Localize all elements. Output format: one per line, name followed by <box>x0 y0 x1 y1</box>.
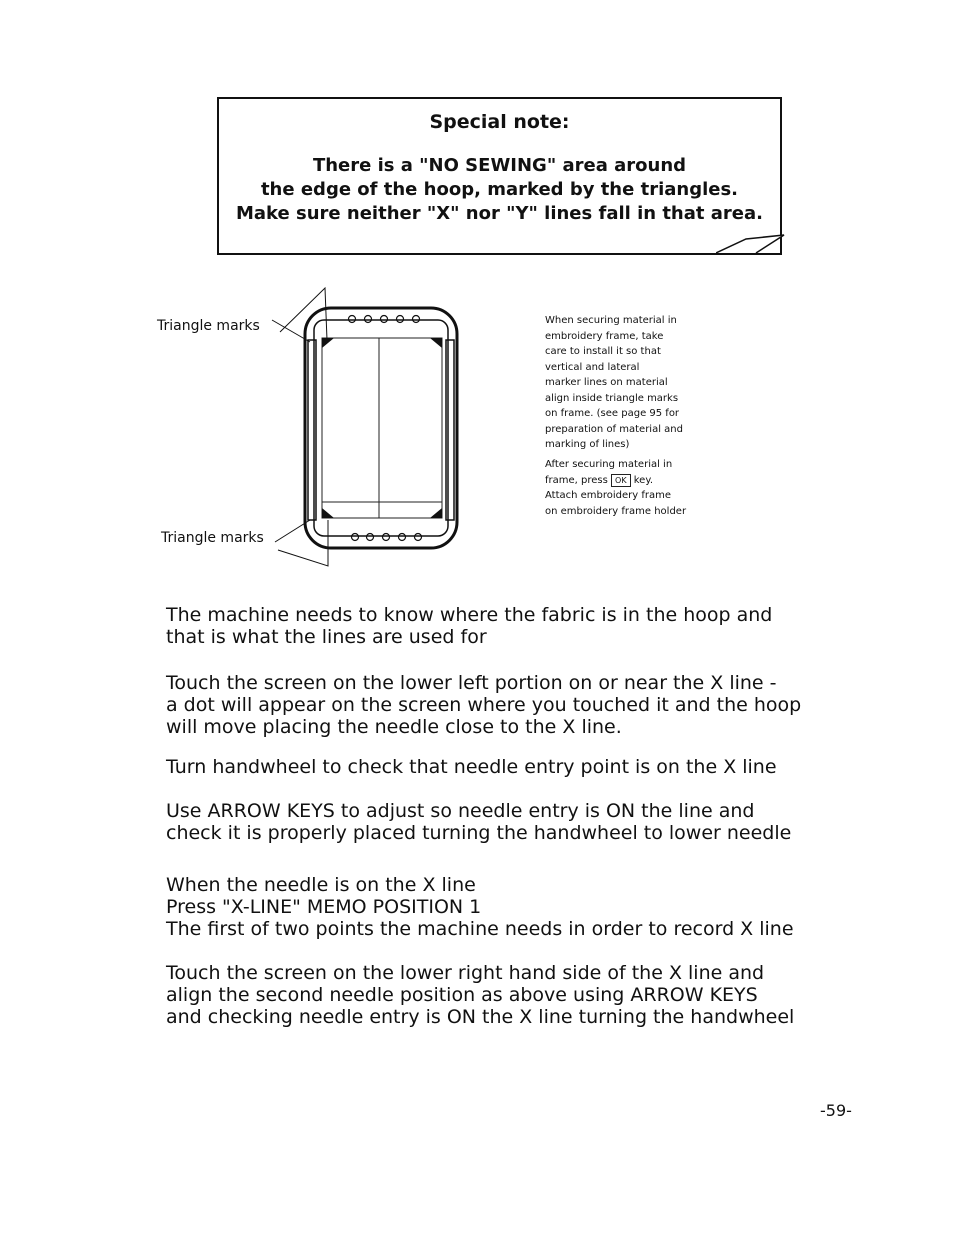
leader-bottom <box>275 520 310 542</box>
side-note-line: align inside triangle marks <box>545 392 679 404</box>
paragraph-line: check it is properly placed turning the handwheel to lower needle <box>166 822 792 844</box>
special-note-line-3: Make sure neither "X" nor "Y" lines fall in that area. <box>236 203 763 224</box>
hoop-right-clamp <box>446 340 454 520</box>
paragraph-line: that is what the lines are used for <box>166 626 487 648</box>
paragraph-line: a dot will appear on the screen where you touched it and the hoop <box>166 694 802 716</box>
paragraph-arrow-keys <box>166 800 886 844</box>
side-note-line: When securing material in <box>545 315 677 326</box>
special-note-title: Special note: <box>429 111 570 133</box>
leader-top-2 <box>280 288 327 340</box>
paragraph-line: align the second needle position as above using ARROW KEYS <box>166 984 758 1006</box>
paragraph-line: and checking needle entry is ON the X line turning the handwheel <box>166 1006 795 1028</box>
hoop-outer-frame <box>305 308 457 548</box>
paragraph-line: Touch the screen on the lower left portion on or near the X line - <box>166 672 777 694</box>
side-note-line: preparation of material and <box>545 423 683 435</box>
triangle-mark-bottom <box>322 508 334 518</box>
side-note-line: embroidery frame, take <box>545 330 664 342</box>
side-note-line: Attach embroidery frame <box>545 490 672 501</box>
hoop-bottom-holes <box>352 534 422 541</box>
side-note-press-text: frame, press <box>545 474 608 486</box>
paragraph-line: will move placing the needle close to the X line. <box>166 716 622 738</box>
triangle-marks-label-bottom: Triangle marks <box>161 530 264 546</box>
paragraph-hoop-lines <box>166 604 886 648</box>
side-note-line: marking of lines) <box>545 439 630 450</box>
paragraph-touch-lower-left <box>166 672 886 738</box>
special-note-box <box>217 97 782 255</box>
special-note-line-1: There is a "NO SEWING" area around <box>312 155 687 176</box>
leader-bottom-2 <box>278 520 328 566</box>
hoop-top-holes <box>349 316 420 323</box>
special-note-line-2: the edge of the hoop, marked by the triangles. <box>260 179 739 200</box>
page-number: -59- <box>820 1101 852 1120</box>
side-note-line: vertical and lateral <box>545 361 640 373</box>
ok-key-icon: OK <box>611 474 631 487</box>
paragraph-line: The machine needs to know where the fabric is in the hoop and <box>166 604 773 626</box>
hoop-left-clamp <box>308 340 316 520</box>
side-note-line: on frame. (see page 95 for <box>545 408 680 419</box>
paragraph-line: Turn handwheel to check that needle entry point is on the X line <box>166 756 777 778</box>
fabric-area <box>322 338 442 518</box>
paragraph-turn-handwheel <box>166 756 886 778</box>
side-note-attach <box>545 457 745 519</box>
side-note-key-text: key. <box>633 474 654 486</box>
side-note-line: on embroidery frame holder <box>545 505 687 517</box>
paragraph-line: Use ARROW KEYS to adjust so needle entry is ON the line and <box>166 800 755 822</box>
side-note-line: After securing material in <box>545 459 673 470</box>
paragraph-line: Touch the screen on the lower right hand side of the X line and <box>166 962 765 984</box>
paragraph-line: When the needle is on the X line <box>166 874 476 896</box>
paragraph-line: The first of two points the machine needs in order to record X line <box>166 918 794 940</box>
page-curl-icon <box>716 225 786 255</box>
triangle-marks-label-top: Triangle marks <box>157 318 260 334</box>
side-note-line: care to install it so that <box>545 346 661 357</box>
paragraph-x-line-memo <box>166 874 886 940</box>
paragraph-line: Press "X-LINE" MEMO POSITION 1 <box>166 896 482 918</box>
triangle-mark-top-right <box>430 338 442 348</box>
side-note-line: marker lines on material <box>545 377 668 388</box>
triangle-mark-bottom-right <box>430 508 442 518</box>
triangle-mark-top <box>322 338 334 348</box>
side-note-securing <box>545 313 745 453</box>
paragraph-touch-lower-right <box>166 962 886 1028</box>
side-note-line <box>545 473 745 489</box>
hoop-inner-frame <box>314 320 448 536</box>
